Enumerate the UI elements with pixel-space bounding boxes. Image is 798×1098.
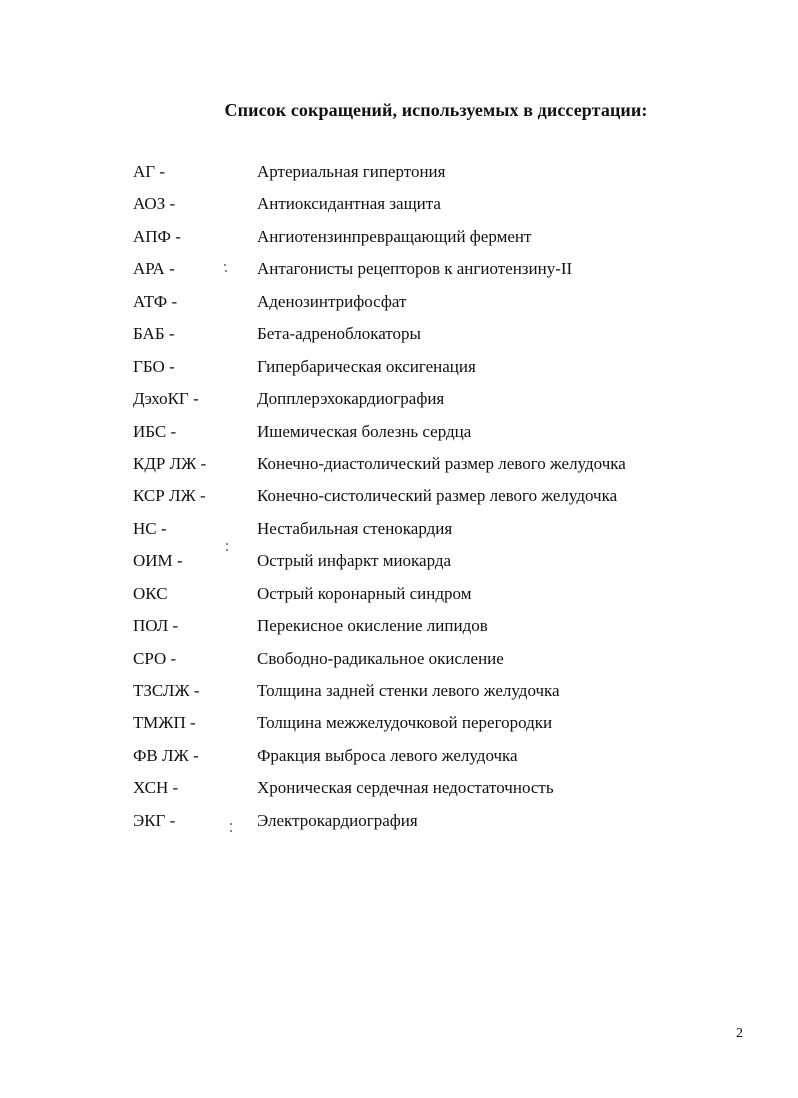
scan-speck — [225, 270, 227, 272]
list-item — [133, 158, 733, 190]
abbreviation-list — [133, 158, 733, 839]
list-item — [133, 223, 733, 255]
abbreviation-definition: Бета-адреноблокаторы — [257, 324, 421, 344]
abbreviation-term: ТЗСЛЖ - — [133, 681, 200, 700]
list-item — [133, 190, 733, 222]
abbreviation-definition: Антагонисты рецепторов к ангиотензину-II — [257, 259, 573, 279]
abbreviation-definition: Ангиотензинпревращающий фермент — [257, 226, 532, 246]
abbreviation-definition: Острый инфаркт миокарда — [257, 551, 452, 571]
list-item — [133, 482, 733, 514]
list-item — [133, 807, 733, 839]
list-item — [133, 515, 733, 547]
scan-speck — [224, 264, 226, 266]
abbreviation-definition: Антиоксидантная защита — [257, 194, 441, 214]
abbreviation-term: ХСН - — [133, 778, 179, 798]
list-item — [133, 547, 733, 579]
abbreviation-term: КСР ЛЖ - — [133, 486, 206, 506]
list-item — [133, 645, 733, 677]
abbreviation-term: БАБ - — [133, 324, 175, 344]
abbreviation-definition: Перекисное окисление липидов — [257, 616, 488, 636]
abbreviation-term: ИБС - — [133, 421, 177, 441]
abbreviation-term: ДэхоКГ - — [133, 389, 199, 409]
abbreviation-term: АГ - — [133, 162, 166, 181]
scan-speck — [226, 549, 228, 551]
abbreviation-definition: Конечно-диастолический размер левого желудочка — [257, 453, 626, 473]
list-item — [133, 255, 733, 287]
scan-speck — [226, 543, 228, 545]
abbreviation-term: ГБО - — [133, 356, 175, 376]
list-item — [133, 385, 733, 417]
list-item — [133, 450, 733, 482]
list-item — [133, 612, 733, 644]
abbreviation-definition: Свободно-радикальное окисление — [257, 648, 504, 668]
abbreviation-term: СРО - — [133, 648, 177, 668]
list-item — [133, 288, 733, 320]
abbreviation-term: АПФ - — [133, 226, 181, 246]
abbreviation-definition: Допплерэхокардиография — [257, 389, 445, 409]
page-title: Список сокращений, используемых в диссертации: — [224, 100, 648, 120]
abbreviation-term: ОКС — [133, 583, 168, 603]
abbreviation-term: ПОЛ - — [133, 616, 179, 636]
abbreviation-term: ТМЖП - — [133, 713, 196, 733]
abbreviation-definition: Гипербарическая оксигенация — [257, 356, 476, 376]
abbreviation-definition: Электрокардиография — [257, 810, 418, 830]
page-number: 2 — [736, 1026, 743, 1041]
list-item — [133, 418, 733, 450]
abbreviation-term: ОИМ - — [133, 551, 183, 571]
list-item — [133, 320, 733, 352]
abbreviation-definition: Нестабильная стенокардия — [257, 518, 453, 538]
abbreviation-term: АТФ - — [133, 291, 178, 311]
abbreviation-term: ЭКГ - — [133, 810, 176, 830]
abbreviation-term: НС - — [133, 518, 167, 538]
scan-speck — [230, 830, 232, 832]
abbreviation-definition: Конечно-систолический размер левого желудочка — [257, 486, 618, 506]
abbreviation-definition: Фракция выброса левого желудочка — [257, 745, 518, 765]
abbreviation-definition: Ишемическая болезнь сердца — [257, 421, 472, 441]
abbreviation-definition: Толщина межжелудочковой перегородки — [257, 713, 553, 733]
abbreviation-definition: Аденозинтрифосфат — [257, 291, 407, 311]
abbreviation-term: АОЗ - — [133, 194, 176, 214]
abbreviation-term: ФВ ЛЖ - — [133, 745, 199, 765]
list-item — [133, 580, 733, 612]
abbreviation-term: КДР ЛЖ - — [133, 453, 207, 473]
list-item — [133, 353, 733, 385]
list-item — [133, 774, 733, 806]
abbreviation-definition: Артериальная гипертония — [257, 162, 446, 181]
list-item — [133, 742, 733, 774]
abbreviation-definition: Хроническая сердечная недостаточность — [257, 778, 554, 798]
scan-speck — [230, 823, 232, 825]
list-item — [133, 709, 733, 741]
abbreviation-definition: Острый коронарный синдром — [257, 583, 472, 603]
abbreviation-definition: Толщина задней стенки левого желудочка — [257, 681, 560, 700]
abbreviation-term: АРА - — [133, 259, 175, 279]
list-item — [133, 677, 733, 709]
